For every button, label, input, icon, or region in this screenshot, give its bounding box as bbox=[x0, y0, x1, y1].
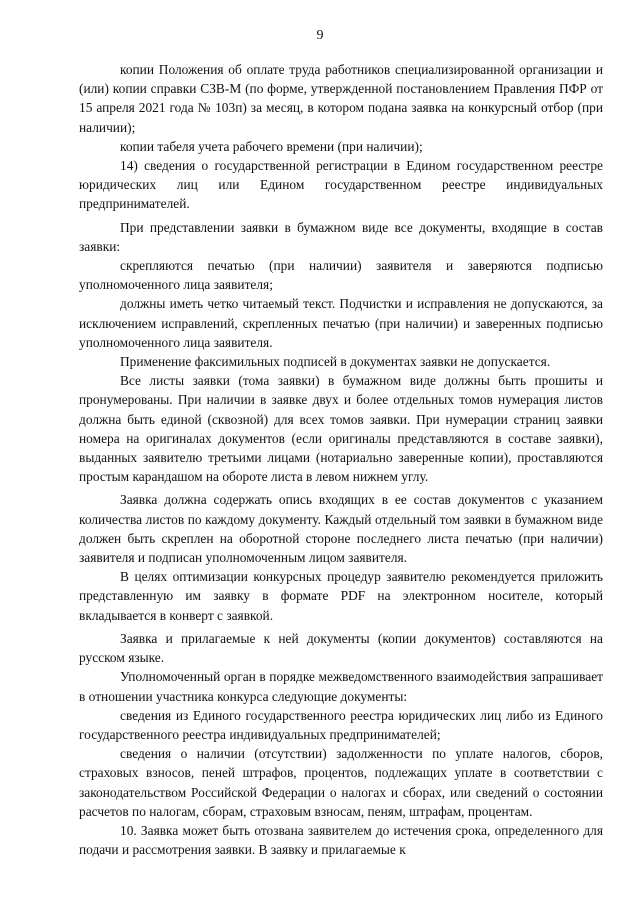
paragraph: Уполномоченный орган в порядке межведомственного взаимодействия запрашивает в отношении участника конкурса следующие документы: bbox=[79, 669, 603, 704]
document-body bbox=[79, 60, 603, 859]
paragraph: Заявка должна содержать опись входящих в ее состав документов с указанием количества листов по каждому документу. Каждый отдельный том заявки в бумажном виде должен быть скреплен на оборотной стороне последнего листа печатью (при наличии) заявителя и подписан уполномоченным лицом заявителя. bbox=[79, 492, 603, 566]
paragraph: Все листы заявки (тома заявки) в бумажном виде должны быть прошиты и пронумерованы. При наличии в заявке двух и более отдельных томов нумерация листов должна быть единой (сквозной) для всех томов заявки. При нумерации страниц заявки номера на оригиналах документов (если оригиналы представляются в составе заявки), выданных заявителю третьими лицами (нотариально заверенные копии), проставляются простым карандашом на обороте листа в левом нижнем углу. bbox=[79, 373, 603, 485]
paragraph: копии табеля учета рабочего времени (при наличии); bbox=[120, 138, 423, 154]
paragraph: При представлении заявки в бумажном виде все документы, входящие в состав заявки: bbox=[79, 219, 603, 254]
paragraph: копии Положения об оплате труда работников специализированной организации и (или) копии справки СЗВ-М (по форме, утвержденной постановлением Правления ПФР от 15 апреля 2021 года № 103п) за месяц, в котором подана заявка на конкурсный отбор (при наличии); bbox=[79, 62, 603, 135]
paragraph: сведения о наличии (отсутствии) задолженности по уплате налогов, сборов, страховых взносов, пеней штрафов, процентов, подлежащих уплате в соответствии с законодательством Российской Федерации о налогах и сборах, или сведений о состоянии расчетов по налогам, сборам, страховым взносам, пеням, штрафам, процентам. bbox=[79, 746, 603, 819]
paragraph: 14) сведения о государственной регистрации в Едином государственном реестре юридических лиц или Едином государственном реестре индивидуальных предпринимателей. bbox=[79, 158, 603, 212]
paragraph: Заявка и прилагаемые к ней документы (копии документов) составляются на русском языке. bbox=[79, 630, 603, 666]
paragraph: Применение факсимильных подписей в документах заявки не допускается. bbox=[120, 354, 551, 370]
page-number: 9 bbox=[316, 28, 324, 43]
paragraph: должны иметь четко читаемый текст. Подчистки и исправления не допускаются, за исключением исправлений, скрепленных печатью (при наличии) и заверенных подписью уполномоченного лица заявителя. bbox=[79, 296, 603, 350]
paragraph: скрепляются печатью (при наличии) заявителя и заверяются подписью уполномоченного лица заявителя; bbox=[79, 258, 603, 293]
paragraph: сведения из Единого государственного реестра юридических лиц либо из Единого государственного реестра индивидуальных предпринимателей; bbox=[79, 707, 603, 742]
paragraph: 10. Заявка может быть отозвана заявителем до истечения срока, определенного для подачи и рассмотрения заявки. В заявку и прилагаемые к bbox=[79, 822, 603, 858]
paragraph: В целях оптимизации конкурсных процедур заявителю рекомендуется приложить представленную им заявку в формате PDF на электронном носителе, который вкладывается в конверт с заявкой. bbox=[79, 569, 603, 623]
